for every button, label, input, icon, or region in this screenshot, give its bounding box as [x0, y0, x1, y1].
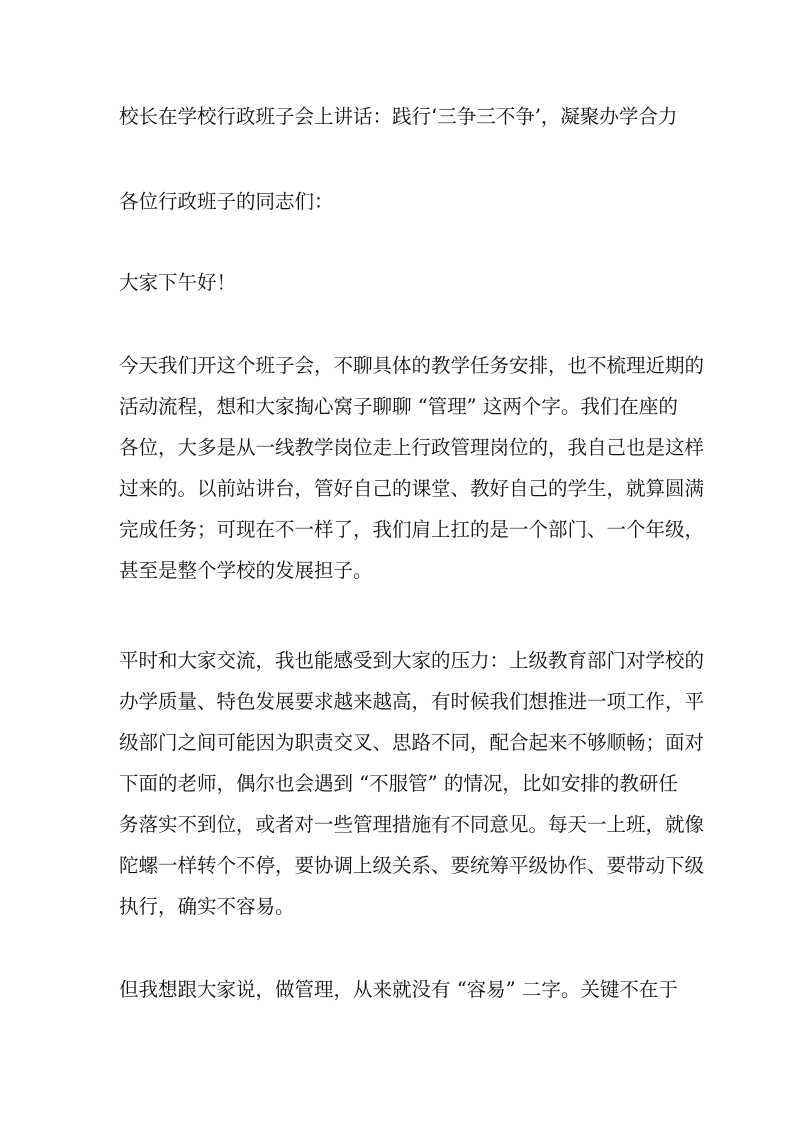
document-title: 校长在学校行政班子会上讲话：践行‘三争三不争’，凝聚办学合力: [119, 105, 678, 128]
paragraph-line: 完成任务；可现在不一样了，我们肩上扛的是一个部门、一个年级，: [119, 518, 705, 541]
paragraph-line: 下面的老师，偶尔也会遇到 “不服管” 的情况，比如安排的教研任: [119, 772, 678, 795]
paragraph-line: 过来的。以前站讲台，管好自己的课堂、教好自己的学生，就算圆满: [119, 477, 705, 500]
paragraph-line: 级部门之间可能因为职责交叉、思路不同，配合起来不够顺畅；面对: [119, 731, 705, 754]
paragraph-line: 但我想跟大家说，做管理，从来就没有 “容易” 二字。关键不在于: [119, 978, 678, 1001]
paragraph-line: 务落实不到位，或者对一些管理措施有不同意见。每天一上班，就像: [119, 813, 705, 836]
paragraph-line: 陀螺一样转个不停，要协调上级关系、要统筹平级协作、要带动下级: [119, 854, 705, 877]
salutation: 各位行政班子的同志们：: [119, 190, 334, 213]
paragraph-line: 平时和大家交流，我也能感受到大家的压力：上级教育部门对学校的: [119, 649, 705, 672]
paragraph-line: 各位，大多是从一线教学岗位走上行政管理岗位的，我自己也是这样: [119, 436, 705, 459]
greeting: 大家下午好！: [119, 271, 237, 294]
paragraph-line: 办学质量、特色发展要求越来越高，有时候我们想推进一项工作，平: [119, 690, 705, 713]
paragraph-line: 活动流程，想和大家掏心窝子聊聊 “管理” 这两个字。我们在座的: [119, 395, 678, 418]
paragraph-line: 今天我们开这个班子会，不聊具体的教学任务安排，也不梳理近期的: [119, 354, 705, 377]
paragraph-line: 执行，确实不容易。: [119, 895, 295, 918]
paragraph-line: 甚至是整个学校的发展担子。: [119, 559, 373, 582]
